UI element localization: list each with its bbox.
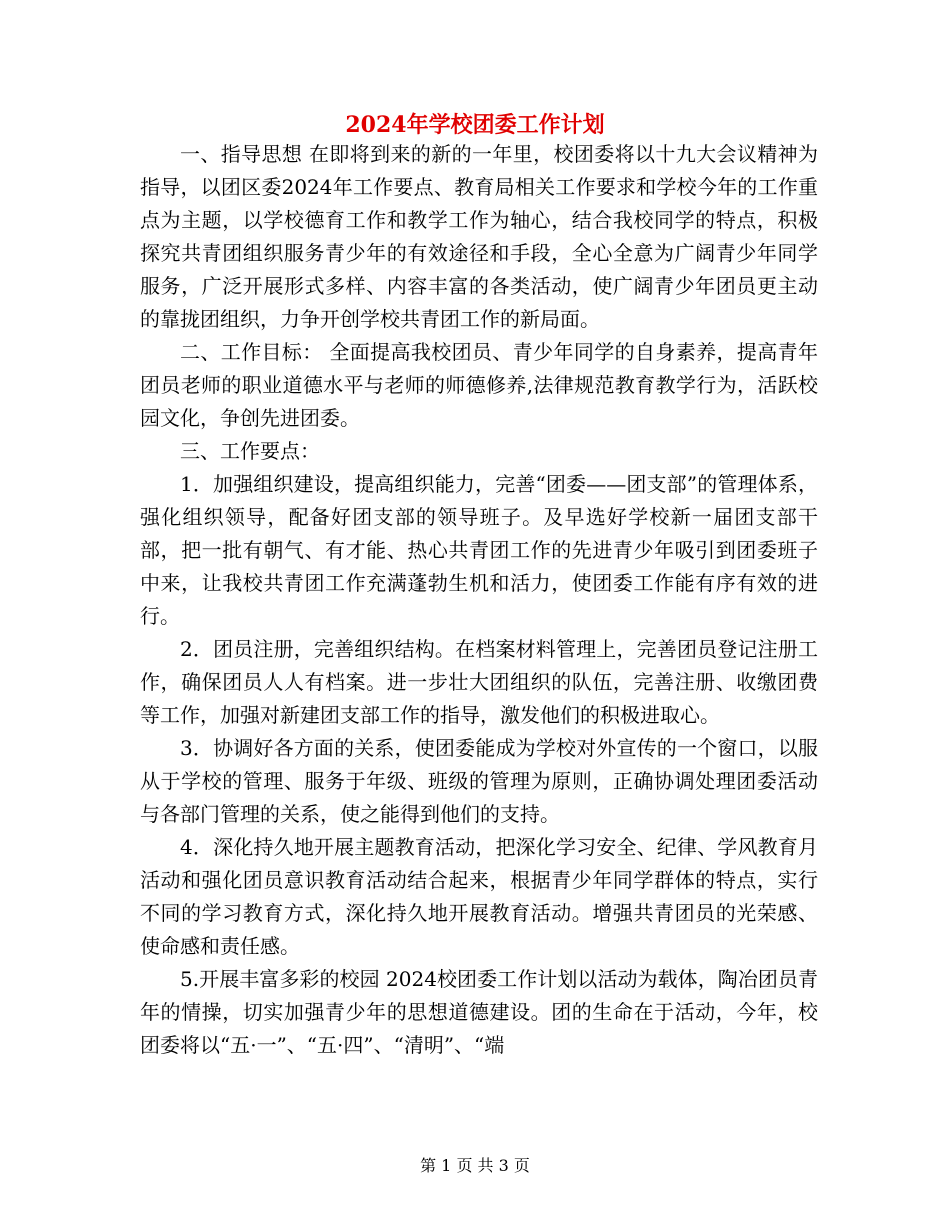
document-body [140,138,818,1062]
paragraph-work-points-heading: 三、工作要点： [180,439,320,463]
paragraph-item-5: 5.开展丰富多彩的校园 2024校团委工作计划以活动为载体，陶冶团员青年的情操，切实加强青少年的思想道德建设。团的生命在于活动，今年，校团委将以“五·一”、“五·四”、“清明”、“端 [140,967,818,1057]
paragraph-work-goals: 二、工作目标： 全面提高我校团员、青少年同学的自身素养，提高青年团员老师的职业道德水平与老师的师德修养,法律规范教育教学行为，活跃校园文化，争创先进团委。 [140,340,818,430]
paragraph-item-3: 3．协调好各方面的关系，使团委能成为学校对外宣传的一个窗口，以服从于学校的管理、服务于年级、班级的管理为原则，正确协调处理团委活动与各部门管理的关系，使之能得到他们的支持。 [140,736,818,826]
page-number-footer: 第 1 页 共 3 页 [420,1156,530,1175]
paragraph-item-2: 2．团员注册，完善组织结构。在档案材料管理上，完善团员登记注册工作，确保团员人人有档案。进一步壮大团组织的队伍，完善注册、收缴团费等工作，加强对新建团支部工作的指导，激发他们的积极进取心。 [140,637,818,727]
document-title: 2024年学校团委工作计划 [345,112,605,138]
paragraph-item-4: 4．深化持久地开展主题教育活动，把深化学习安全、纪律、学风教育月活动和强化团员意识教育活动结合起来，根据青少年同学群体的特点，实行不同的学习教育方式，深化持久地开展教育活动。增强共青团员的光荣感、使命感和责任感。 [140,835,818,958]
paragraph-guiding-ideology: 一、指导思想 在即将到来的新的一年里，校团委将以十九大会议精神为指导，以团区委2024年工作要点、教育局相关工作要求和学校今年的工作重点为主题，以学校德育工作和教学工作为轴心，结合我校同学的特点，积极探究共青团组织服务青少年的有效途径和手段，全心全意为广阔青少年同学服务，广泛开展形式多样、内容丰富的各类活动，使广阔青少年团员更主动的靠拢团组织，力争开创学校共青团工作的新局面。 [140,142,818,331]
paragraph-item-1: 1．加强组织建设，提高组织能力，完善“团委——团支部”的管理体系，强化组织领导，配备好团支部的领导班子。及早选好学校新一届团支部干部，把一批有朝气、有才能、热心共青团工作的先进青少年吸引到团委班子中来，让我校共青团工作充满蓬勃生机和活力，使团委工作能有序有效的进行。 [140,472,818,628]
